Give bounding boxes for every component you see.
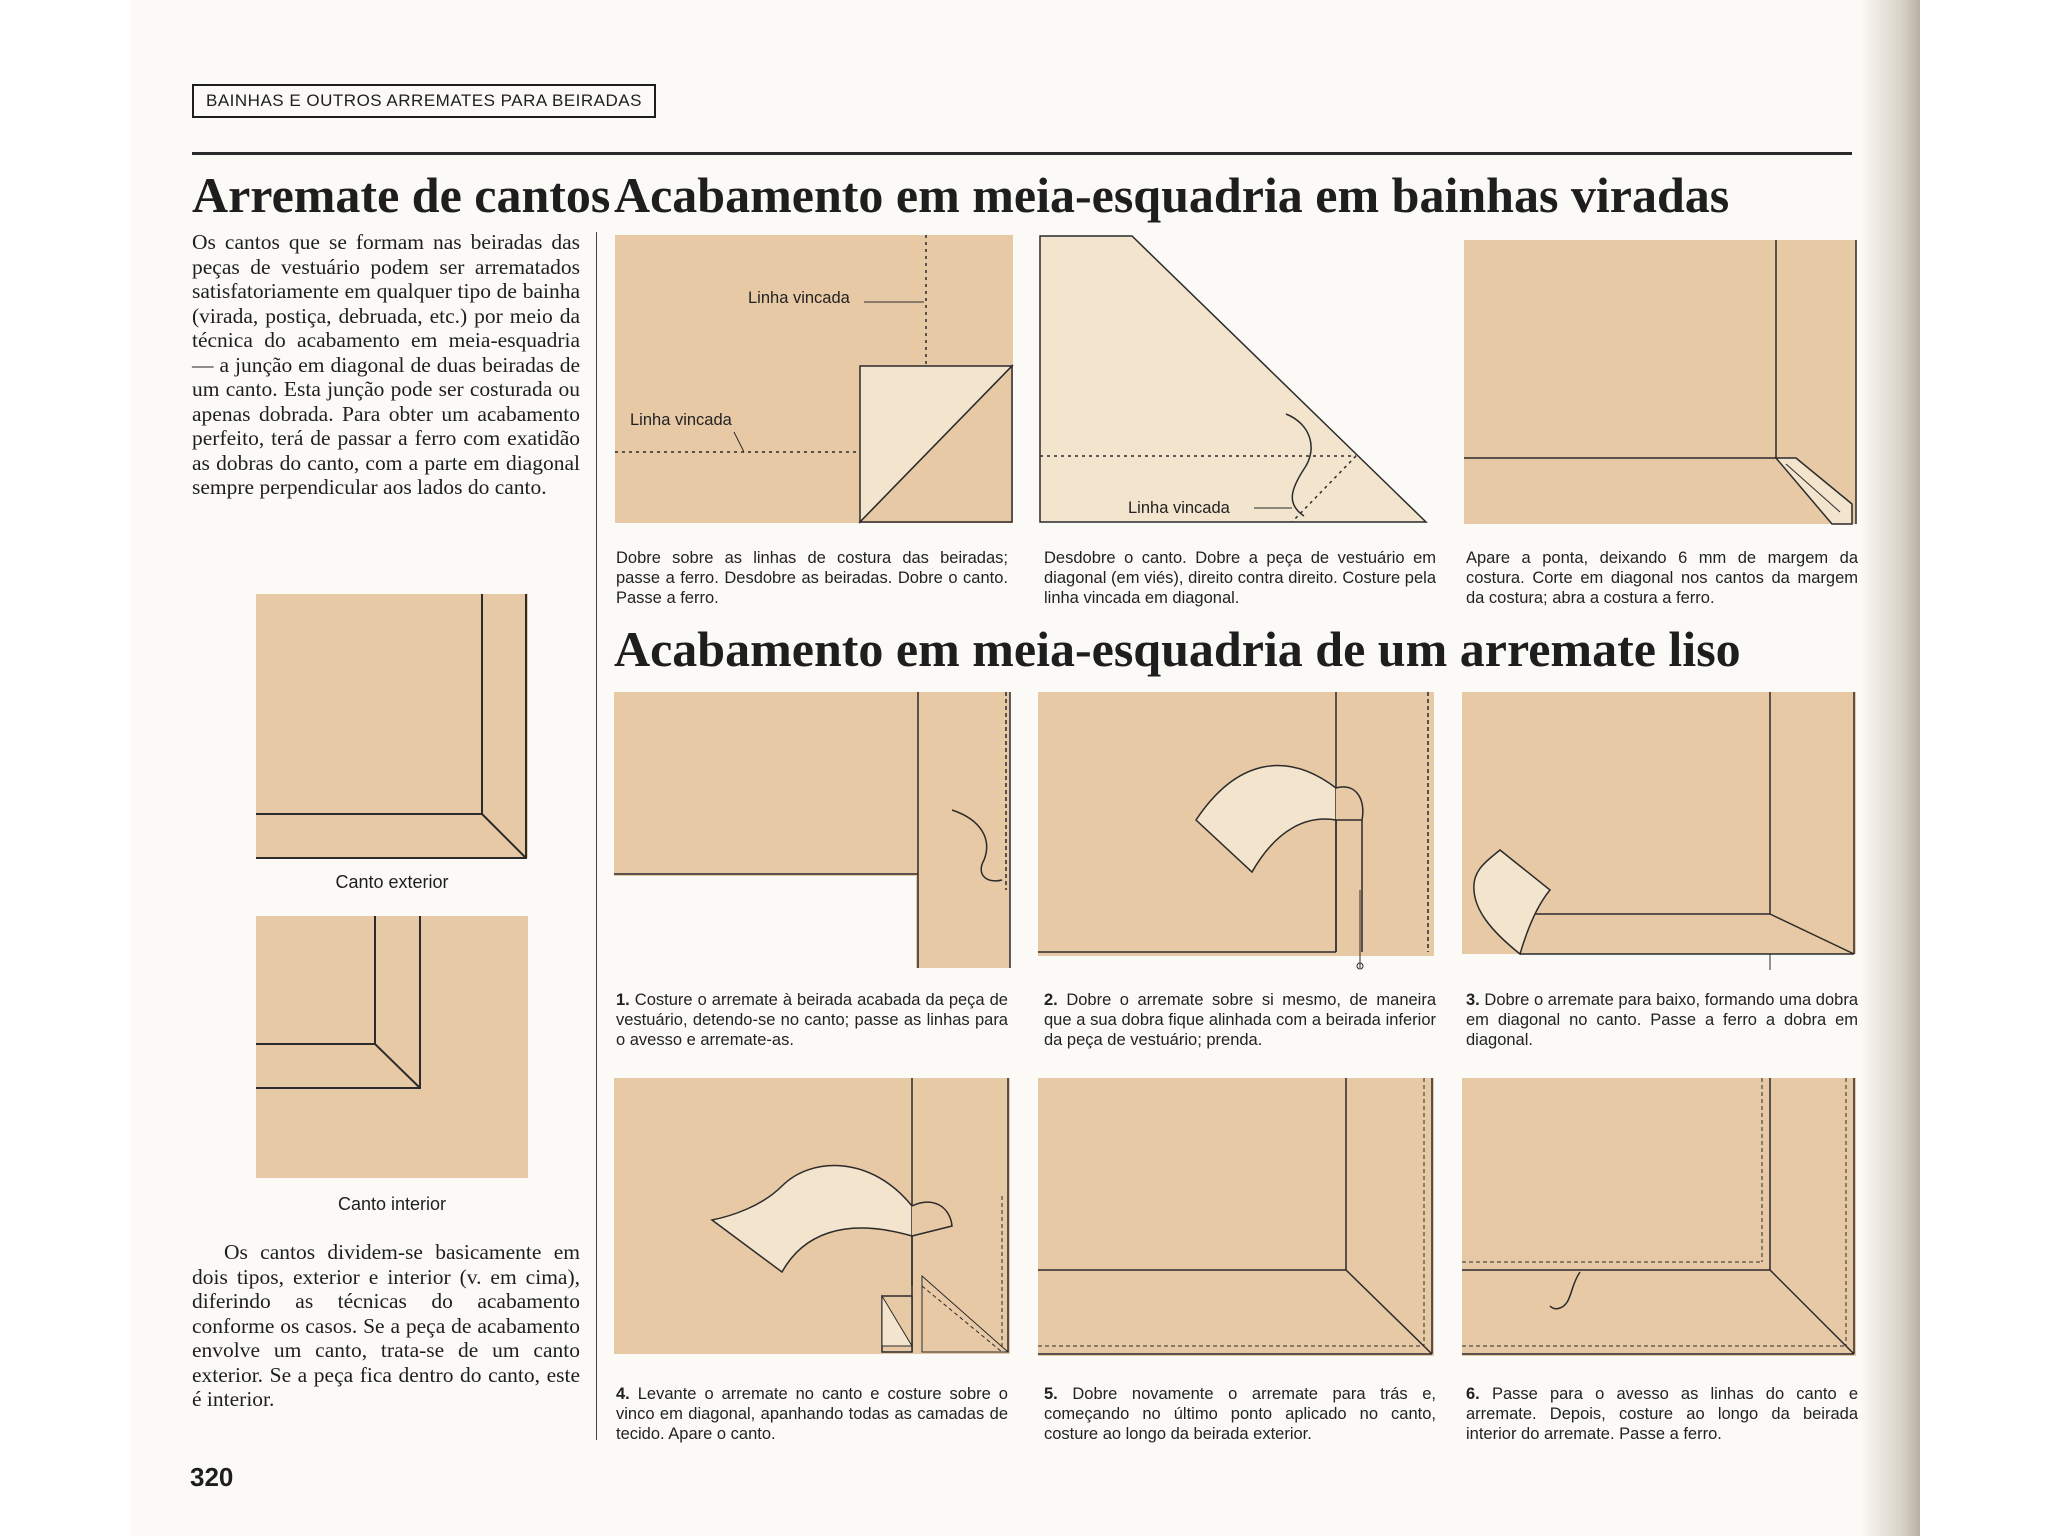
- label-linha-vincada-3: Linha vincada: [1128, 499, 1230, 517]
- figure-trim-step-5: [1036, 1076, 1436, 1356]
- figure-hem-step-2: [1036, 234, 1436, 524]
- book-gutter-shadow: [1860, 0, 1920, 1536]
- header-rule: [192, 152, 1852, 155]
- figure-canto-interior: [254, 914, 530, 1180]
- figure-trim-step-4: [612, 1076, 1012, 1356]
- heading-bainhas-viradas: Acabamento em meia-esquadria em bainhas viradas: [614, 167, 1730, 223]
- trim-step-3-text: 3. Dobre o arremate para baixo, formando uma dobra em diagonal no canto. Passe a ferro a dobra em diagonal.: [1466, 991, 1858, 1049]
- intro-paragraph: Os cantos que se formam nas beiradas das peças de vestuário podem ser arrematados satisfatoriamente em qualquer tipo de bainha (virada, postiça, debruada, etc.) por meio da técnica do acabamento em meia-esquadria — a junção em diagonal de duas beiradas de um canto. Esta junção pode ser costurada ou apenas dobrada. Para obter um acabamento perfeito, terá de passar a ferro com exatidão as dobras do canto, com a parte em diagonal sempre perpendicular aos lados do canto.: [192, 230, 580, 499]
- bottom-paragraph: Os cantos dividem-se basicamente em dois tipos, exterior e interior (v. em cima), diferindo as técnicas do acabamento conforme os casos. Se a peça de acabamento envolve um canto, trata-se de um canto exterior. Se a peça fica dentro do canto, este é interior.: [192, 1240, 580, 1411]
- column-divider: [596, 232, 597, 1440]
- trim-step-4-text: 4. Levante o arremate no canto e costure sobre o vinco em diagonal, apanhando todas as camadas de tecido. Apare o canto.: [616, 1385, 1008, 1443]
- figure-trim-step-6: [1460, 1076, 1860, 1356]
- heading-arremate-de-cantos: Arremate de cantos: [192, 167, 611, 223]
- figure-hem-step-1: [614, 234, 1014, 524]
- trim-step-1-text: 1. Costure o arremate à beirada acabada da peça de vestuário, detendo-se no canto; passe as linhas para o avesso e arremate-as.: [616, 991, 1008, 1049]
- figure-trim-step-1: [612, 690, 1012, 970]
- label-linha-vincada-2: Linha vincada: [630, 411, 732, 429]
- figure-trim-step-2: [1036, 690, 1436, 970]
- label-linha-vincada-1: Linha vincada: [748, 289, 850, 307]
- hem-step-1-text: Dobre sobre as linhas de costura das beiradas; passe a ferro. Desdobre as beiradas. Dobre o canto. Passe a ferro.: [616, 549, 1008, 607]
- page-number: 320: [190, 1462, 234, 1492]
- figure-trim-step-3: [1460, 690, 1860, 970]
- hem-step-3-text: Apare a ponta, deixando 6 mm de margem da costura. Corte em diagonal nos cantos da margem da costura; abra a costura a ferro.: [1466, 549, 1858, 607]
- caption-canto-exterior: Canto exterior: [335, 872, 449, 892]
- trim-step-5-text: 5. Dobre novamente o arremate para trás e, começando no último ponto aplicado no canto, costure ao longo da beirada exterior.: [1044, 1385, 1436, 1443]
- heading-arremate-liso: Acabamento em meia-esquadria de um arremate liso: [614, 621, 1741, 677]
- trim-step-6-text: 6. Passe para o avesso as linhas do canto e arremate. Depois, costure ao longo da beirada interior do arremate. Passe a ferro.: [1466, 1385, 1858, 1443]
- hem-step-2-text: Desdobre o canto. Dobre a peça de vestuário em diagonal (em viés), direito contra direito. Costure pela linha vincada em diagonal.: [1044, 549, 1436, 607]
- section-label: BAINHAS E OUTROS ARREMATES PARA BEIRADAS: [192, 84, 656, 118]
- caption-canto-interior: Canto interior: [337, 1194, 447, 1214]
- figure-canto-exterior: [254, 592, 530, 860]
- figure-hem-step-3: [1460, 238, 1860, 528]
- trim-step-2-text: 2. Dobre o arremate sobre si mesmo, de maneira que a sua dobra fique alinhada com a beirada inferior da peça de vestuário; prenda.: [1044, 991, 1437, 1049]
